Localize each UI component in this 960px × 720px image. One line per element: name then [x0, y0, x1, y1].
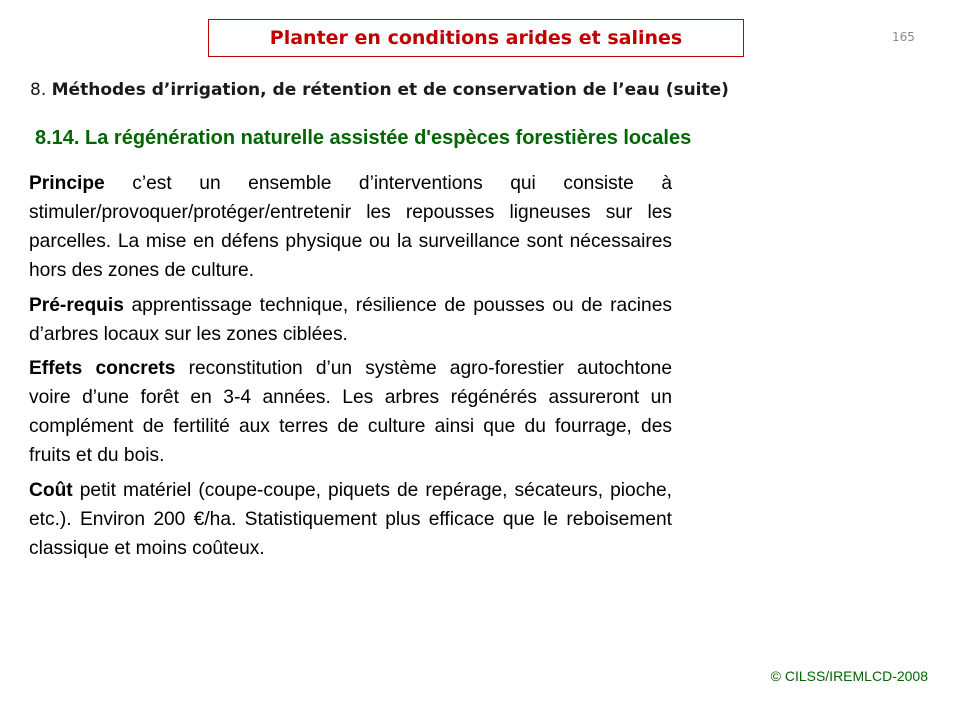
paragraph-label: Coût: [29, 480, 73, 502]
paragraph-effets: [29, 355, 672, 471]
paragraph-principe: [29, 170, 672, 286]
page-number: 165: [892, 30, 915, 44]
body-text: [29, 170, 672, 570]
copyright-notice: © CILSS/IREMLCD-2008: [770, 668, 928, 684]
subsection-heading: 8.14. La régénération naturelle assistée d'espèces forestières locales: [35, 127, 692, 149]
section-heading: [30, 80, 729, 100]
paragraph-label: Pré-requis: [29, 294, 124, 316]
paragraph-text: apprentissage technique, résilience de pousses ou de racines d’arbres locaux sur les zones ciblées.: [29, 294, 672, 345]
paragraph-label: Effets concrets: [29, 358, 176, 380]
paragraph-text: petit matériel (coupe-coupe, piquets de repérage, sécateurs, pioche, etc.). Environ 200 €/ha. Statistiquement plus efficace que le reboisement classique et moins coûteux.: [29, 480, 672, 559]
paragraph-cout: [29, 477, 672, 564]
paragraph-label: Principe: [29, 173, 105, 194]
paragraph-text: c’est un ensemble d’interventions qui consiste à stimuler/provoquer/protéger/entretenir les repousses ligneuses sur les parcelles. La mise en défens physique ou la surveillance sont nécessaires hors des zones de culture.: [29, 173, 672, 281]
paragraph-prerequis: [29, 292, 672, 350]
paragraph-text: reconstitution d’un système agro-forestier autochtone voire d’une forêt en 3-4 années. Les arbres régénérés assureront un complément de fertilité aux terres de culture ainsi que du fourrage, des fruits et du bois.: [29, 358, 672, 467]
section-title: Méthodes d’irrigation, de rétention et de conservation de l’eau (suite): [51, 80, 729, 100]
slide-title: Planter en conditions arides et salines: [269, 27, 683, 49]
slide-title-box: [208, 19, 744, 57]
section-number: 8.: [30, 80, 47, 100]
